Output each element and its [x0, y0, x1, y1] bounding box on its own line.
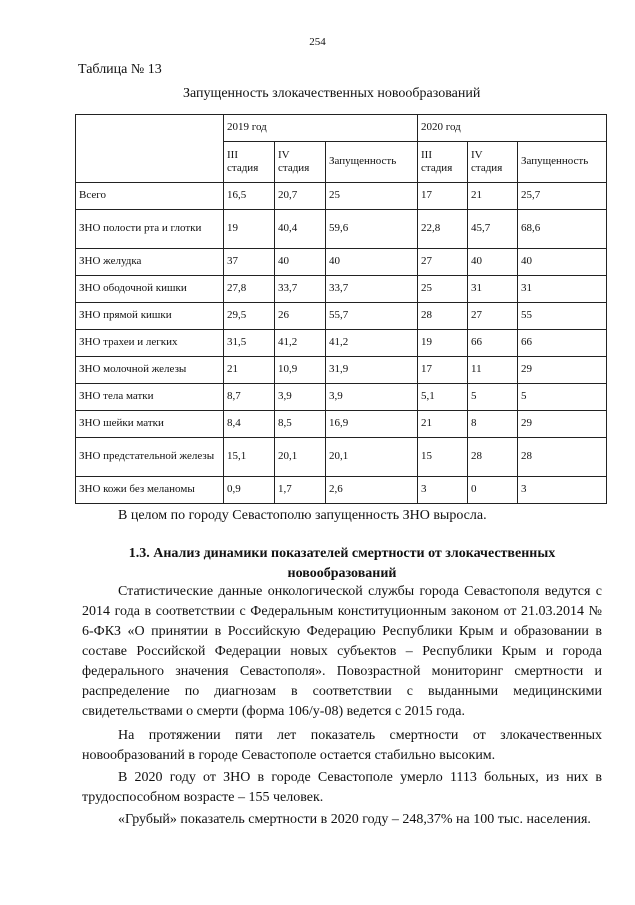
table-cell: 1,7 — [275, 477, 326, 504]
row-label: ЗНО полости рта и глотки — [76, 210, 224, 249]
table-cell: 3,9 — [326, 384, 418, 411]
table-cell: 68,6 — [518, 210, 607, 249]
table-cell: 41,2 — [275, 330, 326, 357]
column-header: IV стадия — [275, 142, 326, 183]
table-cell: 45,7 — [468, 210, 518, 249]
table-cell: 66 — [518, 330, 607, 357]
table-cell: 3 — [418, 477, 468, 504]
table-row — [76, 210, 607, 249]
table-cell: 3,9 — [275, 384, 326, 411]
table-cell: 11 — [468, 357, 518, 384]
row-label: Всего — [76, 183, 224, 210]
table-cell: 8,4 — [224, 411, 275, 438]
table-cell: 27 — [418, 249, 468, 276]
table-cell: 41,2 — [326, 330, 418, 357]
table-cell: 55 — [518, 303, 607, 330]
table-cell: 31,5 — [224, 330, 275, 357]
table-cell: 19 — [418, 330, 468, 357]
table-cell: 31,9 — [326, 357, 418, 384]
section-title: 1.3. Анализ динамики показателей смертности от злокачественных новообразований — [128, 546, 556, 581]
table-cell: 3 — [518, 477, 607, 504]
table-corner-cell — [76, 115, 224, 183]
row-label: ЗНО тела матки — [76, 384, 224, 411]
table-cell: 40 — [326, 249, 418, 276]
table-cell: 29 — [518, 357, 607, 384]
table-cell: 15,1 — [224, 438, 275, 477]
table-row — [76, 477, 607, 504]
table-row — [76, 357, 607, 384]
table-cell: 0 — [468, 477, 518, 504]
column-header: Запущенность — [518, 142, 607, 183]
table-cell: 10,9 — [275, 357, 326, 384]
table-cell: 5,1 — [418, 384, 468, 411]
table-cell: 17 — [418, 183, 468, 210]
table-cell: 40 — [518, 249, 607, 276]
paragraph: Статистические данные онкологической службы города Севастополя ведутся с 2014 года в соответствии с Федеральным конституционным законом от 21.03.2014 № 6-ФКЗ «О принятии в Российскую Федерацию Республики Крым и образовании в составе Российской Федерации новых субъектов – Республики Крым и города федерального значения Севастополя». Повозрастной мониторинг смертности и распределение по диагнозам в соответствии с выданными медицинскими свидетельствами о смерти (форма 106/у-08) ведется с 2015 года. — [82, 584, 602, 719]
table-cell: 8 — [468, 411, 518, 438]
table-cell: 28 — [418, 303, 468, 330]
table-cell: 29 — [518, 411, 607, 438]
closing-line: В целом по городу Севастополю запущенность ЗНО выросла. — [118, 508, 487, 523]
column-header: III стадия — [224, 142, 275, 183]
table-row — [76, 276, 607, 303]
table-cell: 20,1 — [275, 438, 326, 477]
table-cell: 21 — [418, 411, 468, 438]
table-cell: 8,5 — [275, 411, 326, 438]
table-cell: 16,9 — [326, 411, 418, 438]
table-cell: 28 — [468, 438, 518, 477]
table-cell: 55,7 — [326, 303, 418, 330]
column-header: IV стадия — [468, 142, 518, 183]
table-cell: 25 — [418, 276, 468, 303]
table-cell: 66 — [468, 330, 518, 357]
paragraph: На протяжении пяти лет показатель смертности от злокачественных новообразований в городе Севастополе остается стабильно высоким. — [82, 728, 602, 763]
table-cell: 40,4 — [275, 210, 326, 249]
table-cell: 17 — [418, 357, 468, 384]
row-label: ЗНО предстательной железы — [76, 438, 224, 477]
row-label: ЗНО ободочной кишки — [76, 276, 224, 303]
table-cell: 21 — [468, 183, 518, 210]
paragraph: В 2020 году от ЗНО в городе Севастополе умерло 1113 больных, из них в трудоспособном возрасте – 155 человек. — [82, 770, 602, 805]
table-cell: 26 — [275, 303, 326, 330]
table-cell: 25 — [326, 183, 418, 210]
table-row — [76, 411, 607, 438]
table-cell: 20,1 — [326, 438, 418, 477]
year-header: 2020 год — [418, 115, 607, 142]
table-cell: 37 — [224, 249, 275, 276]
table-cell: 15 — [418, 438, 468, 477]
column-header: III стадия — [418, 142, 468, 183]
table-label: Таблица № 13 — [78, 62, 162, 77]
table-cell: 31 — [518, 276, 607, 303]
table-cell: 27 — [468, 303, 518, 330]
table-cell: 29,5 — [224, 303, 275, 330]
table-cell: 22,8 — [418, 210, 468, 249]
row-label: ЗНО прямой кишки — [76, 303, 224, 330]
table-cell: 20,7 — [275, 183, 326, 210]
row-label: ЗНО молочной железы — [76, 357, 224, 384]
row-label: ЗНО трахеи и легких — [76, 330, 224, 357]
table-row — [76, 183, 607, 210]
table-row — [76, 330, 607, 357]
table-row — [76, 438, 607, 477]
table-cell: 19 — [224, 210, 275, 249]
table-title: Запущенность злокачественных новообразований — [183, 86, 481, 101]
table-row — [76, 249, 607, 276]
table-cell: 2,6 — [326, 477, 418, 504]
table-cell: 28 — [518, 438, 607, 477]
table-cell: 59,6 — [326, 210, 418, 249]
table-cell: 8,7 — [224, 384, 275, 411]
table-cell: 33,7 — [275, 276, 326, 303]
table-cell: 31 — [468, 276, 518, 303]
table-cell: 16,5 — [224, 183, 275, 210]
neglect-table — [75, 114, 607, 504]
table-cell: 40 — [468, 249, 518, 276]
table-cell: 25,7 — [518, 183, 607, 210]
table-cell: 5 — [468, 384, 518, 411]
table-cell: 33,7 — [326, 276, 418, 303]
table-row — [76, 303, 607, 330]
table-cell: 40 — [275, 249, 326, 276]
row-label: ЗНО шейки матки — [76, 411, 224, 438]
year-header: 2019 год — [224, 115, 418, 142]
paragraph: «Грубый» показатель смертности в 2020 году – 248,37% на 100 тыс. населения. — [118, 812, 591, 827]
row-label: ЗНО желудка — [76, 249, 224, 276]
table-row — [76, 384, 607, 411]
table-cell: 0,9 — [224, 477, 275, 504]
page-number: 254 — [309, 36, 326, 48]
column-header: Запущенность — [326, 142, 418, 183]
table-cell: 27,8 — [224, 276, 275, 303]
table-cell: 21 — [224, 357, 275, 384]
row-label: ЗНО кожи без меланомы — [76, 477, 224, 504]
table-cell: 5 — [518, 384, 607, 411]
